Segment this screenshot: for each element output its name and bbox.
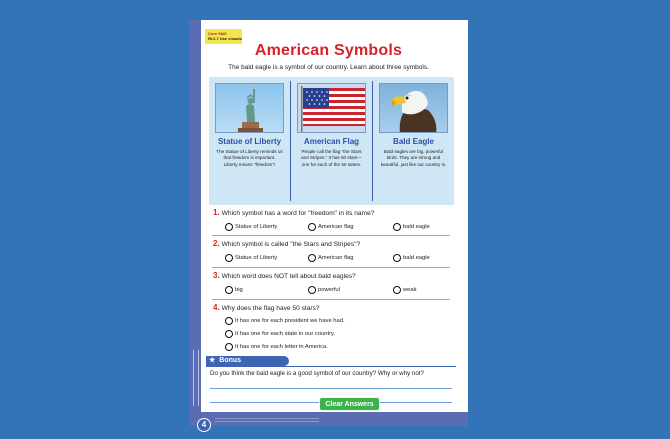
question-number: 1. (213, 208, 220, 217)
radio-button[interactable] (225, 317, 233, 325)
question-text: Which word does NOT tell about bald eagles? (221, 273, 356, 280)
card-divider (372, 81, 373, 201)
radio-button[interactable] (393, 254, 401, 262)
bald-eagle-photo (379, 83, 448, 133)
option-label: It has one for each president we have had. (235, 318, 345, 324)
copyright-footer (215, 418, 319, 424)
star-icon: ★ (209, 357, 216, 364)
card-description: Bald eagles are big, powerful birds. They are strong and beautiful, just like our country is. (380, 149, 447, 167)
bonus-question: Do you think the bald eagle is a good symbol of our country? Why or why not? (210, 370, 424, 377)
option-label: powerful (318, 287, 340, 293)
bald-eagle-icon (380, 84, 448, 133)
card-name: Statue of Liberty (217, 137, 282, 146)
statue-of-liberty-photo (215, 83, 284, 133)
option-label: American flag (318, 255, 354, 261)
question-text: Which symbol has a word for "freedom" in its name? (221, 210, 375, 217)
answer-option[interactable] (225, 223, 277, 231)
american-flag-photo (297, 83, 366, 133)
option-label: bald eagle (403, 224, 430, 230)
option-label: It has one for each letter in America. (235, 344, 328, 350)
card-american-flag (292, 81, 371, 201)
card-name: Bald Eagle (393, 137, 434, 146)
statue-of-liberty-icon (216, 84, 284, 133)
answer-option[interactable] (225, 317, 345, 325)
card-bald-eagle (374, 81, 453, 201)
bonus-label: Bonus (219, 357, 242, 364)
answer-option[interactable] (393, 254, 430, 262)
question-text: Why does the flag have 50 stars? (221, 305, 320, 312)
question-4 (213, 303, 320, 312)
question-1 (213, 208, 374, 217)
bonus-header (206, 356, 289, 366)
card-name: American Flag (303, 137, 360, 146)
answer-option[interactable] (225, 254, 277, 262)
option-label: Statue of Liberty (235, 224, 278, 230)
radio-button[interactable] (225, 254, 233, 262)
page-number: 4 (197, 418, 211, 432)
question-number: 4. (213, 303, 220, 312)
answer-option[interactable] (393, 286, 417, 294)
question-divider (212, 267, 450, 268)
radio-button[interactable] (225, 343, 233, 351)
question-text: Which symbol is called "the Stars and Stripes"? (221, 241, 361, 248)
radio-button[interactable] (225, 330, 233, 338)
worksheet-page (189, 20, 468, 429)
option-label: Statue of Liberty (235, 255, 278, 261)
american-flag-icon (298, 84, 366, 133)
question-number: 2. (213, 239, 220, 248)
clear-answers-button[interactable]: Clear Answers (319, 397, 380, 411)
answer-option[interactable] (393, 223, 430, 231)
option-label: big (235, 287, 243, 293)
radio-button[interactable] (225, 223, 233, 231)
skill-code: RI.2.7 Use visuals (208, 36, 242, 41)
option-label: It has one for each state in our country. (235, 331, 336, 337)
radio-button[interactable] (308, 254, 316, 262)
bonus-divider (206, 366, 456, 367)
radio-button[interactable] (393, 286, 401, 294)
answer-option[interactable] (225, 343, 328, 351)
card-statue-of-liberty (210, 81, 289, 201)
page-title: American Symbols (254, 42, 403, 59)
answer-option[interactable] (225, 286, 243, 294)
option-label: weak (403, 287, 417, 293)
answer-option[interactable] (308, 223, 353, 231)
page-subtitle: The bald eagle is a symbol of our country. Learn about three symbols. (228, 64, 429, 71)
skill-tag: Core Skill (208, 31, 227, 36)
radio-button[interactable] (225, 286, 233, 294)
question-divider (212, 235, 450, 236)
card-description: The Statue of Liberty reminds us that freedom is important. Liberty means "freedom"! (216, 149, 283, 167)
answer-option[interactable] (308, 254, 353, 262)
radio-button[interactable] (393, 223, 401, 231)
answer-option[interactable] (308, 286, 340, 294)
copyright-sidebar (190, 350, 200, 410)
option-label: American flag (318, 224, 354, 230)
question-3 (213, 271, 356, 280)
card-description: People call the flag "the Stars and Stripes." It has 50 stars—one for each of the 50 states. (301, 149, 362, 167)
question-divider (212, 299, 450, 300)
radio-button[interactable] (308, 223, 316, 231)
card-divider (290, 81, 291, 201)
symbol-cards-panel (209, 77, 454, 205)
answer-option[interactable] (225, 330, 335, 338)
option-label: bald eagle (403, 255, 430, 261)
answer-writing-line[interactable] (210, 388, 452, 389)
radio-button[interactable] (308, 286, 316, 294)
question-number: 3. (213, 271, 220, 280)
question-2 (213, 239, 360, 248)
